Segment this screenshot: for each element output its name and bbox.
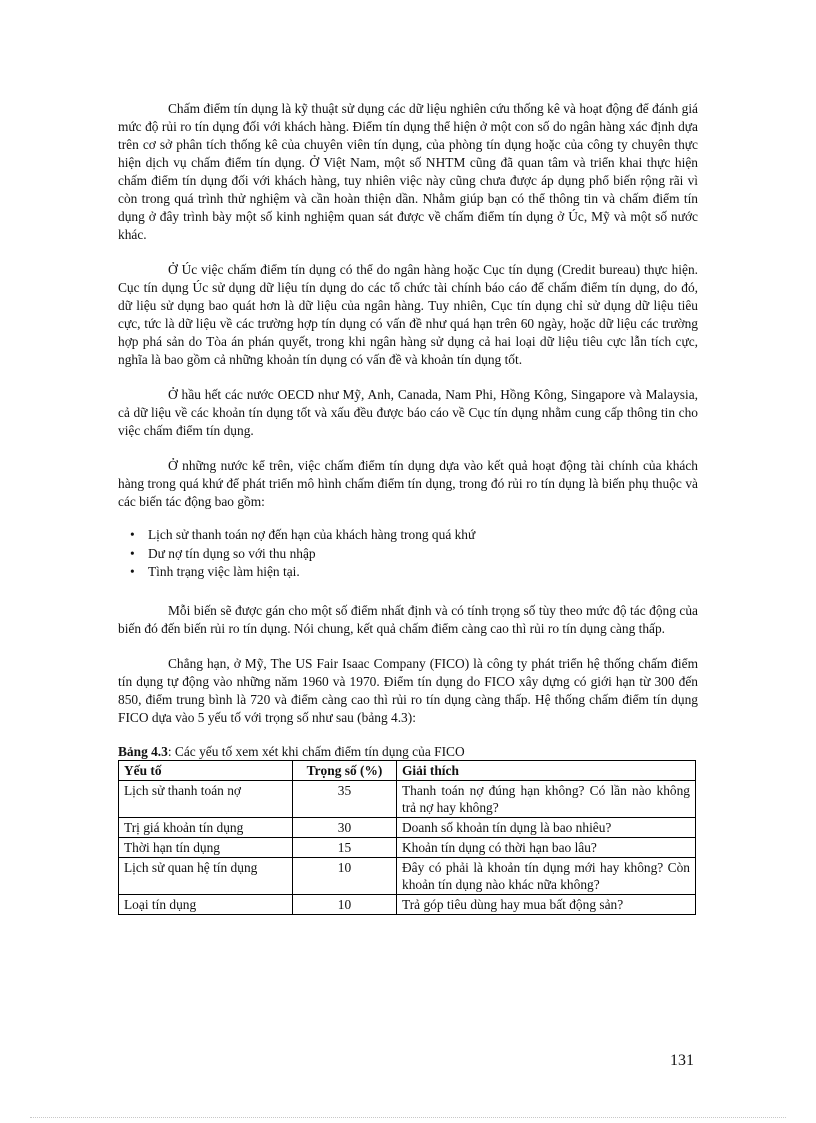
table-cell: Loại tín dụng (119, 894, 293, 914)
table-header-explanation: Giải thích (397, 760, 696, 780)
paragraph-variables: Ở những nước kể trên, việc chấm điểm tín dụng dựa vào kết quả hoạt động tài chính của khách hàng trong quá khứ để phát triển mô hình chấm điểm tín dụng, trong đó rủi ro tín dụng là biến phụ thuộc và các biến tác động bao gồm: (118, 458, 698, 509)
fico-factors-table (118, 760, 696, 915)
table-cell: Thanh toán nợ đúng hạn không? Có lần nào không trả nợ hay không? (397, 780, 696, 817)
table-caption-text: : Các yếu tố xem xét khi chấm điểm tín dụng của FICO (167, 743, 465, 759)
paragraph-intro: Chấm điểm tín dụng là kỹ thuật sử dụng các dữ liệu nghiên cứu thống kê và hoạt động để đánh giá mức độ rủi ro tín dụng đối với khách hàng. Điểm tín dụng thể hiện ở một con số do ngân hàng xác định dựa trên cơ sở phân tích thống kê của chuyên viên tín dụng, của phòng tín dụng hoặc của công ty chuyên thực hiện dịch vụ chấm điểm tín dụng. Ở Việt Nam, một số NHTM cũng đã quan tâm và triển khai thực hiện chấm điểm tín dụng đối với khách hàng, tuy nhiên việc này cũng chưa được áp dụng phổ biến rộng rãi vì còn trong quá trình thử nghiệm và cần hoàn thiện dần. Nhằm giúp bạn có thể thông tin và chấm điểm tín dụng ở đây trình bày một số kinh nghiệm quan sát được về chấm điểm tín dụng ở Úc, Mỹ và một số nước khác. (118, 101, 698, 242)
table-caption (118, 744, 698, 760)
table-cell: 35 (293, 780, 397, 817)
table-row (119, 817, 696, 837)
table-row (119, 894, 696, 914)
paragraph-fico: Chẳng hạn, ở Mỹ, The US Fair Isaac Company (FICO) là công ty phát triển hệ thống chấm điểm tín dụng tự động vào những năm 1960 và 1970. Điểm tín dụng do FICO xây dựng có giới hạn từ 300 đến 850, điểm trung bình là 720 và điểm càng cao thì rủi ro tín dụng càng thấp. Hệ thống chấm điểm tín dụng FICO dựa vào 5 yếu tố với trọng số như sau (bảng 4.3): (118, 655, 698, 725)
bullet-icon: • (130, 527, 135, 542)
table-cell: Lịch sử quan hệ tín dụng (119, 857, 293, 894)
table-cell: 15 (293, 837, 397, 857)
table-row (119, 837, 696, 857)
table-caption-label: Bảng 4.3 (118, 743, 168, 759)
bullet-icon: • (130, 564, 135, 579)
table-header-weight: Trọng số (%) (293, 760, 397, 780)
paragraph-oecd: Ở hầu hết các nước OECD như Mỹ, Anh, Canada, Nam Phi, Hồng Kông, Singapore và Malaysia, cả dữ liệu về các khoản tín dụng tốt và xấu đều được báo cáo về Cục tín dụng nhằm cung cấp thông tin cho việc chấm điểm tín dụng. (118, 387, 698, 438)
table-cell: 30 (293, 817, 397, 837)
paragraph-australia: Ở Úc việc chấm điểm tín dụng có thể do ngân hàng hoặc Cục tín dụng (Credit bureau) thực hiện. Cục tín dụng Úc sử dụng dữ liệu tín dụng do các tổ chức tài chính báo cáo để chấm điểm tín dụng, do đó, dữ liệu sử dụng bao quát hơn là dữ liệu của ngân hàng. Tuy nhiên, Cục tín dụng chỉ sử dụng dữ liệu tiêu cực, tức là dữ liệu về các trường hợp tín dụng có vấn đề như quá hạn trên 60 ngày, hoặc dữ liệu các trường hợp phá sản do Tòa án phán quyết, trong khi ngân hàng sử dụng cả hai loại dữ liệu tiêu cực lẫn tích cực, nghĩa là bao gồm cả những khoản tín dụng có vấn đề và khoản tín dụng tốt. (118, 262, 698, 367)
list-item: • Lịch sử thanh toán nợ đến hạn của khách hàng trong quá khứ (118, 526, 698, 545)
variables-list (118, 526, 698, 582)
table-cell: Doanh số khoản tín dụng là bao nhiêu? (397, 817, 696, 837)
table-cell: 10 (293, 857, 397, 894)
bullet-icon: • (130, 545, 135, 561)
document-page (118, 100, 698, 915)
table-cell: Lịch sử thanh toán nợ (119, 780, 293, 817)
page-bottom-divider (30, 1117, 786, 1118)
table-cell: 10 (293, 894, 397, 914)
page-number: 131 (670, 1052, 694, 1069)
table-cell: Trị giá khoản tín dụng (119, 817, 293, 837)
list-item: • Tình trạng việc làm hiện tại. (118, 563, 698, 582)
table-cell: Đây có phải là khoản tín dụng mới hay không? Còn khoản tín dụng nào khác nữa không? (397, 857, 696, 894)
table-header-row (119, 760, 696, 780)
table-cell: Khoản tín dụng có thời hạn bao lâu? (397, 837, 696, 857)
table-row (119, 857, 696, 894)
table-cell: Thời hạn tín dụng (119, 837, 293, 857)
table-header-factor: Yếu tố (119, 760, 293, 780)
paragraph-weights: Mỗi biến sẽ được gán cho một số điểm nhất định và có tính trọng số tùy theo mức độ tác động của biến đó đến biến rủi ro tín dụng. Nói chung, kết quả chấm điểm càng cao thì rủi ro tín dụng càng thấp. (118, 602, 698, 636)
table-row (119, 780, 696, 817)
list-item: • Dư nợ tín dụng so với thu nhập (118, 545, 698, 564)
table-cell: Trả góp tiêu dùng hay mua bất động sản? (397, 894, 696, 914)
